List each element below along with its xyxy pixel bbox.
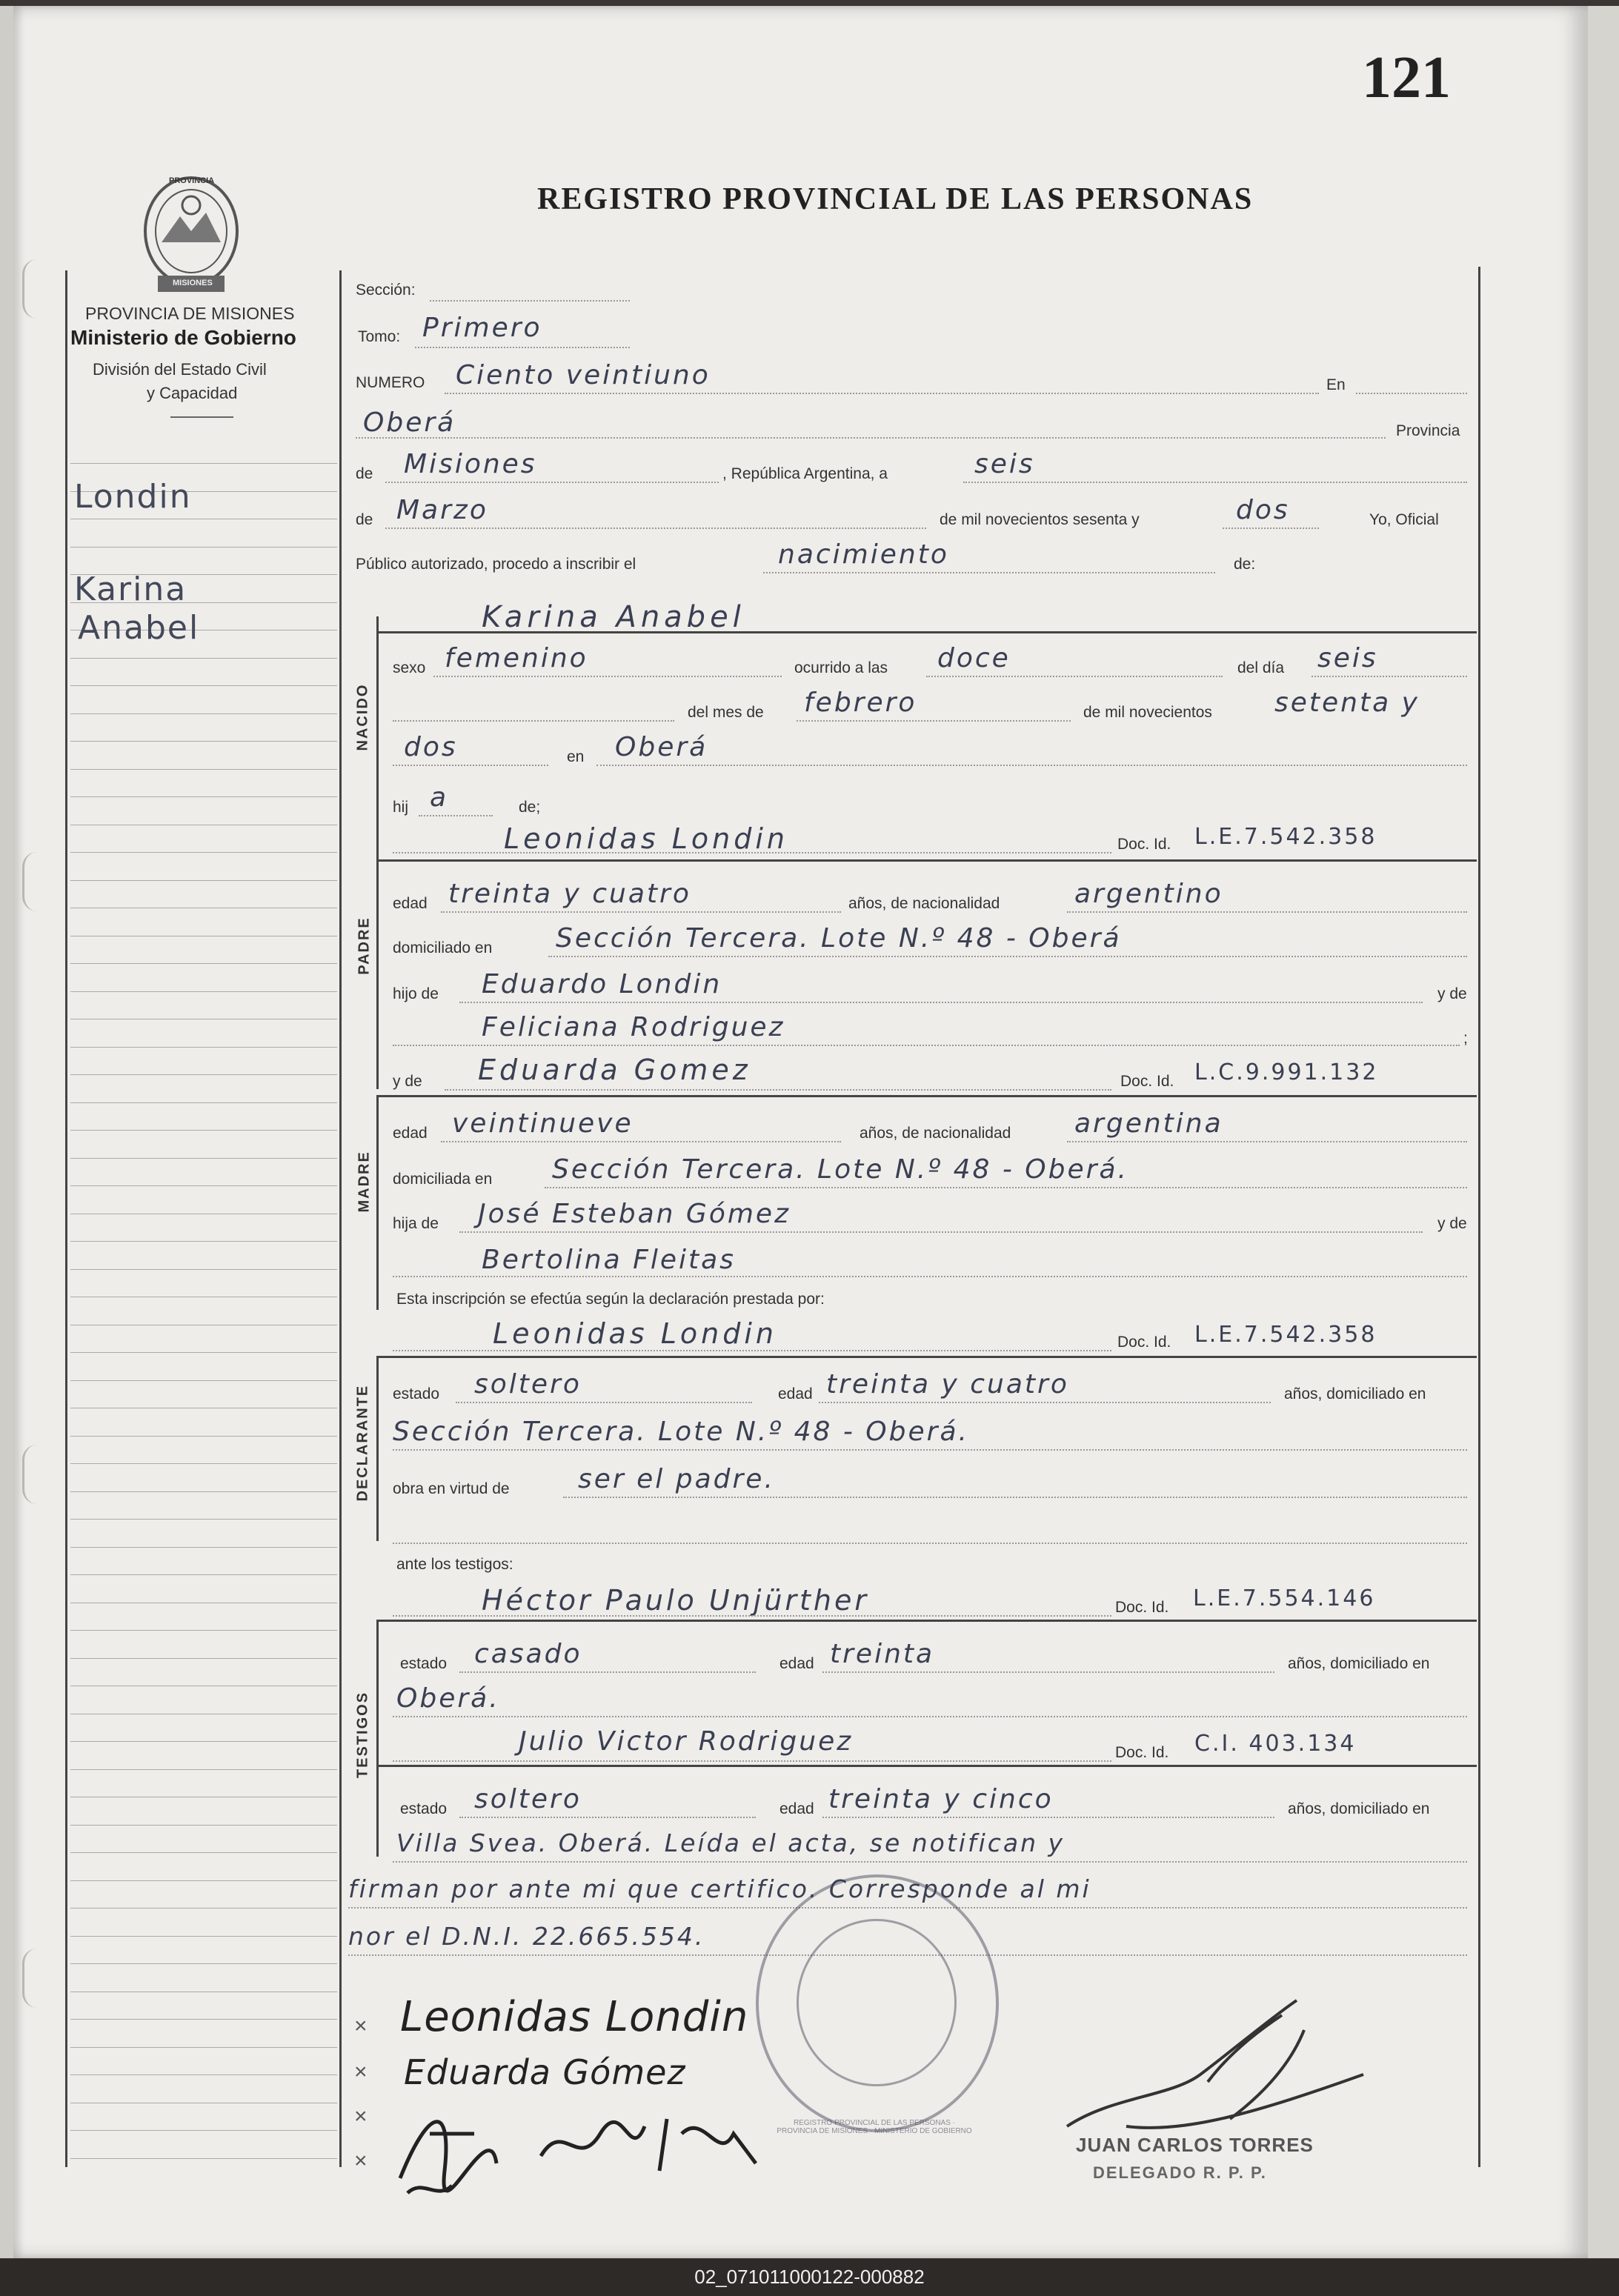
father-doc-value: L.E.7.542.358 — [1194, 824, 1377, 850]
lugar-line — [596, 765, 1467, 766]
en-label: En — [1326, 376, 1346, 393]
hij-value: a — [430, 782, 449, 813]
declarante-dom-value: Sección Tercera. Lote N.º 48 - Oberá. — [393, 1417, 969, 1447]
declarante-doc-value: L.E.7.542.358 — [1194, 1322, 1377, 1348]
ministry-line2: Ministerio de Gobierno — [70, 326, 296, 349]
testigo1-dom-line — [393, 1716, 1467, 1717]
madre-nac-value: argentina — [1074, 1108, 1223, 1139]
padre-nac-line — [1067, 911, 1467, 913]
testigo2-name-line — [393, 1760, 1111, 1762]
mother-doc-label: Doc. Id. — [1120, 1073, 1174, 1090]
madre-hija-label: hija de — [393, 1215, 439, 1232]
declarante-intro: Esta inscripción se efectúa según la declaración prestada por: — [396, 1291, 825, 1308]
closing-line-1: firman por ante mi que certifico. Corresponde al mi — [348, 1874, 1091, 1903]
nacido-top-rule — [376, 631, 1477, 633]
testigo2-rule — [376, 1765, 1477, 1767]
provincia-label: Provincia — [1396, 422, 1460, 439]
margin-ruled-line — [70, 880, 337, 881]
province-crest-icon — [139, 172, 243, 298]
madre-label: MADRE — [356, 1151, 373, 1213]
madre-nac-line — [1067, 1141, 1467, 1142]
padre-hijo-label: hijo de — [393, 985, 439, 1002]
province-line — [385, 482, 719, 483]
hij-de-label: de; — [519, 799, 541, 816]
margin-ruled-line — [70, 1936, 337, 1937]
oficial-label: Yo, Oficial — [1369, 511, 1439, 528]
hora-value: doce — [937, 643, 1011, 673]
margin-ruled-line — [70, 1158, 337, 1159]
dia-line — [1312, 676, 1467, 677]
page-number: 121 — [1362, 45, 1451, 110]
margin-ruled-line — [70, 658, 337, 659]
testigo1-dom-value: Oberá. — [396, 1683, 500, 1714]
madre-hija-value: José Esteban Gómez — [478, 1199, 791, 1229]
margin-ruled-line — [70, 2130, 337, 2131]
seal-text: REGISTRO PROVINCIAL DE LAS PERSONAS · PROVINCIA DE MISIONES · MINISTERIO DE GOBIERNO — [777, 2119, 972, 2135]
numero-value: Ciento veintiuno — [456, 360, 711, 390]
year-line — [1223, 528, 1319, 529]
margin-ruled-line — [70, 769, 337, 770]
en-lugar-label: en — [567, 748, 585, 765]
madre-nac-label: años, de nacionalidad — [860, 1125, 1011, 1142]
crest-text-bottom: MISIONES — [173, 279, 213, 287]
margin-ruled-line — [70, 1547, 337, 1548]
padre-dom-label: domiciliado en — [393, 939, 493, 956]
testigo2-edad-value: treinta y cinco — [828, 1784, 1054, 1814]
declarante-obra-line — [563, 1497, 1467, 1498]
declarante-obra-label: obra en virtud de — [393, 1480, 510, 1497]
crest-text-top: PROVINCIA — [169, 176, 215, 185]
testigos-label: TESTIGOS — [354, 1691, 371, 1779]
signature-mother: Eduarda Gómez — [404, 2052, 686, 2092]
testigo1-edad-value: treinta — [830, 1639, 935, 1669]
margin-ruled-line — [70, 2047, 337, 2048]
mes-label: del mes de — [688, 704, 764, 721]
padre-nac-label: años, de nacionalidad — [848, 895, 1000, 912]
act-line — [763, 572, 1215, 573]
margin-given-name-1: Karina — [74, 570, 187, 608]
testigo2-dom-line — [393, 1861, 1467, 1863]
declarante-estado-label: estado — [393, 1385, 440, 1402]
declarante-dom-line — [393, 1449, 1467, 1451]
padre-hijo-line — [459, 1002, 1423, 1003]
margin-ruled-line — [70, 1574, 337, 1575]
officer-name: JUAN CARLOS TORRES — [1076, 2134, 1314, 2156]
signature-witness-scribble-icon — [385, 2089, 800, 2208]
margin-ruled-line — [70, 1130, 337, 1131]
sexo-label: sexo — [393, 659, 426, 676]
de-label-2: de — [356, 511, 373, 528]
padre-label: PADRE — [356, 916, 373, 975]
margin-ruled-line — [70, 2158, 337, 2159]
testigo1-name-line — [393, 1615, 1111, 1617]
testigo1-estado-label: estado — [400, 1655, 448, 1672]
testigo1-edad-line — [822, 1671, 1274, 1673]
declarante-name-line — [393, 1350, 1111, 1351]
madre-edad-label: edad — [393, 1125, 428, 1142]
signature-father: Leonidas Londin — [400, 1993, 749, 2041]
father-name: Leonidas Londin — [504, 822, 788, 855]
testigos-frame — [376, 1620, 379, 1857]
madre-top-rule — [376, 1095, 1477, 1097]
margin-ruled-line — [70, 1352, 337, 1353]
hij-label: hij — [393, 799, 409, 816]
signature-x-4: × — [354, 2149, 368, 2173]
margin-ruled-line — [70, 463, 337, 464]
declarante-obra-value: ser el padre. — [578, 1464, 775, 1494]
declarante-edad-line — [819, 1402, 1271, 1403]
madre-edad-line — [441, 1141, 841, 1142]
testigo2-estado-line — [459, 1817, 756, 1818]
padre-madre-line — [393, 1045, 1460, 1046]
declarante-top-rule — [376, 1356, 1477, 1358]
margin-ruled-line — [70, 1102, 337, 1103]
month-line — [385, 528, 926, 529]
mother-name: Eduarda Gomez — [478, 1054, 751, 1086]
en-line — [1356, 393, 1467, 394]
father-name-line — [393, 852, 1111, 853]
main-frame-right — [1478, 267, 1480, 2167]
margin-ruled-line — [70, 1741, 337, 1742]
testigo1-doc-label: Doc. Id. — [1115, 1599, 1169, 1616]
margin-ruled-line — [70, 1963, 337, 1964]
anio-value: setenta y — [1274, 688, 1420, 718]
ministry-line3: División del Estado Civil — [93, 360, 267, 379]
testigo1-dom-label: años, domiciliado en — [1288, 1655, 1430, 1672]
place-line — [356, 437, 1386, 439]
ministry-line1: PROVINCIA DE MISIONES — [85, 304, 295, 323]
testigo1-doc-value: L.E.7.554.146 — [1193, 1585, 1376, 1611]
testigo2-edad-line — [822, 1817, 1274, 1818]
margin-ruled-line — [70, 713, 337, 714]
file-id: 02_071011000122-000882 — [694, 2266, 925, 2288]
tomo-value: Primero — [422, 313, 542, 343]
declarante-dom-label: años, domiciliado en — [1284, 1385, 1426, 1402]
margin-ruled-line — [70, 1630, 337, 1631]
padre-madre-value: Feliciana Rodriguez — [482, 1012, 785, 1042]
signature-x-3: × — [354, 2104, 368, 2129]
testigo2-doc-value: C.I. 403.134 — [1194, 1731, 1357, 1757]
month-value: Marzo — [396, 495, 488, 525]
declarante-doc-label: Doc. Id. — [1117, 1334, 1171, 1351]
margin-ruled-line — [70, 2019, 337, 2020]
margin-ruled-line — [70, 1436, 337, 1437]
main-frame-left — [339, 270, 342, 2167]
seccion-label: Sección: — [356, 282, 416, 299]
numero-line — [445, 393, 1319, 394]
testigo1-estado-value: casado — [474, 1639, 582, 1669]
margin-ruled-line — [70, 1269, 337, 1270]
hora-line — [926, 676, 1223, 677]
testigo2-estado-value: soltero — [474, 1784, 582, 1814]
child-name: Karina Anabel — [482, 600, 745, 634]
day-line — [963, 482, 1467, 483]
numero-label: NUMERO — [356, 374, 425, 391]
margin-ruled-line — [70, 2074, 337, 2075]
testigo2-dom-label: años, domiciliado en — [1288, 1800, 1430, 1817]
anio-value-2: dos — [404, 732, 458, 762]
margin-ruled-line — [70, 547, 337, 548]
declarante-estado-value: soltero — [474, 1369, 582, 1400]
margin-ruled-line — [70, 1074, 337, 1075]
madre-dom-line — [545, 1187, 1467, 1188]
margin-ruled-line — [70, 1658, 337, 1659]
madre-y-de2-label: y de — [1437, 1215, 1467, 1232]
testigos-top-rule — [376, 1620, 1477, 1622]
margin-ruled-line — [70, 1825, 337, 1826]
father-doc-label: Doc. Id. — [1117, 836, 1171, 853]
testigo2-estado-label: estado — [400, 1800, 448, 1817]
madre-dom-label: domiciliada en — [393, 1171, 493, 1188]
margin-ruled-line — [70, 1463, 337, 1464]
republica-label: , República Argentina, a — [722, 465, 888, 482]
place-value: Oberá — [363, 407, 456, 438]
declarante-edad-value: treinta y cuatro — [826, 1369, 1069, 1400]
hij-line — [419, 815, 493, 816]
margin-ruled-line — [70, 1047, 337, 1048]
testigo2-doc-label: Doc. Id. — [1115, 1744, 1169, 1761]
tomo-line — [415, 347, 630, 348]
closing-line-2: nor el D.N.I. 22.665.554. — [348, 1922, 705, 1951]
sexo-line — [433, 676, 782, 677]
province-value: Misiones — [404, 449, 537, 479]
madre-madre-line — [393, 1276, 1467, 1277]
testigo2-name: Julio Victor Rodriguez — [519, 1726, 854, 1757]
year-value: dos — [1236, 495, 1290, 525]
margin-ruled-line — [70, 1991, 337, 1992]
madre-dom-value: Sección Tercera. Lote N.º 48 - Oberá. — [552, 1154, 1128, 1185]
mes-lead-line — [393, 720, 674, 722]
margin-ruled-line — [70, 1241, 337, 1242]
margin-ruled-line — [70, 1908, 337, 1909]
madre-y-de-label: y de — [393, 1073, 422, 1090]
margin-ruled-line — [70, 1852, 337, 1853]
margin-ruled-line — [70, 963, 337, 964]
page-edge-left — [0, 6, 13, 2258]
de-label-1: de — [356, 465, 373, 482]
page-edge-right — [1588, 6, 1619, 2258]
dia-label: del día — [1237, 659, 1285, 676]
testigo2-dom-value: Villa Svea. Oberá. Leída el acta, se notifican y — [396, 1829, 1066, 1857]
declarante-estado-line — [456, 1402, 752, 1403]
margin-given-name-2: Anabel — [78, 609, 200, 647]
signature-officer-scribble-icon — [1037, 1986, 1378, 2149]
tomo-label: Tomo: — [358, 328, 401, 345]
margin-ruled-line — [70, 1880, 337, 1881]
margin-ruled-line — [70, 1519, 337, 1520]
madre-edad-value: veintinueve — [452, 1108, 634, 1139]
ministry-line4: y Capacidad — [147, 384, 238, 402]
mes-line — [797, 720, 1071, 722]
testigo1-estado-line — [459, 1671, 756, 1673]
declarante-name: Leonidas Londin — [493, 1317, 777, 1350]
mes-value: febrero — [804, 688, 917, 718]
margin-ruled-line — [70, 991, 337, 992]
dia-value: seis — [1317, 643, 1378, 673]
margin-ruled-line — [70, 796, 337, 797]
lugar-value: Oberá — [615, 732, 708, 762]
mother-name-line — [445, 1089, 1111, 1091]
margin-ruled-line — [70, 741, 337, 742]
page-title: REGISTRO PROVINCIAL DE LAS PERSONAS — [537, 182, 1254, 216]
testigo1-edad-label: edad — [779, 1655, 814, 1672]
signature-x-1: × — [354, 2014, 368, 2038]
official-seal-inner — [797, 1919, 957, 2086]
padre-frame — [376, 845, 379, 1089]
testigos-ante-label: ante los testigos: — [396, 1556, 513, 1573]
padre-hijo-value: Eduardo Londin — [482, 969, 722, 999]
padre-edad-line — [441, 911, 841, 913]
publico-label: Público autorizado, procedo a inscribir el — [356, 556, 636, 573]
margin-ruled-line — [70, 1380, 337, 1381]
nacido-frame — [376, 616, 379, 848]
padre-top-rule — [376, 859, 1477, 862]
nacido-label: NACIDO — [354, 683, 371, 751]
padre-y-de-label: y de — [1437, 985, 1467, 1002]
testigo2-edad-label: edad — [779, 1800, 814, 1817]
madre-madre-value: Bertolina Fleitas — [482, 1245, 736, 1275]
padre-nac-value: argentino — [1074, 879, 1223, 909]
declarante-blank-line — [393, 1543, 1467, 1544]
column-frame-left — [65, 270, 67, 2167]
padre-edad-label: edad — [393, 895, 428, 912]
declarante-edad-label: edad — [778, 1385, 813, 1402]
seccion-line — [430, 300, 630, 302]
padre-dom-value: Sección Tercera. Lote N.º 48 - Oberá — [556, 923, 1122, 954]
ocurrido-label: ocurrido a las — [794, 659, 888, 676]
sexo-value: femenino — [445, 643, 588, 673]
year-label: de mil novecientos sesenta y — [940, 511, 1140, 528]
madre-frame — [376, 1095, 379, 1310]
margin-ruled-line — [70, 1185, 337, 1186]
declarante-frame — [376, 1356, 379, 1541]
act-value: nacimiento — [778, 539, 949, 570]
anio2-line — [393, 765, 548, 766]
signature-x-2: × — [354, 2060, 368, 2084]
declarante-label: DECLARANTE — [354, 1384, 371, 1502]
testigo1-name: Héctor Paulo Unjürther — [482, 1584, 870, 1617]
margin-ruled-line — [70, 1769, 337, 1770]
margin-ruled-line — [70, 685, 337, 686]
margin-ruled-line — [70, 1491, 337, 1492]
margin-surname: Londin — [74, 478, 192, 516]
day-value: seis — [974, 449, 1035, 479]
margin-ruled-line — [70, 852, 337, 853]
padre-edad-value: treinta y cuatro — [448, 879, 691, 909]
ministry-rule — [170, 416, 233, 418]
padre-dom-line — [548, 956, 1467, 957]
anio-label: de mil novecientos — [1083, 704, 1212, 721]
mother-doc-value: L.C.9.991.132 — [1194, 1059, 1379, 1085]
madre-hija-line — [459, 1231, 1423, 1233]
de-colon-label: de: — [1234, 556, 1256, 573]
officer-title: DELEGADO R. P. P. — [1093, 2163, 1267, 2182]
padre-semicolon: ; — [1463, 1030, 1468, 1047]
